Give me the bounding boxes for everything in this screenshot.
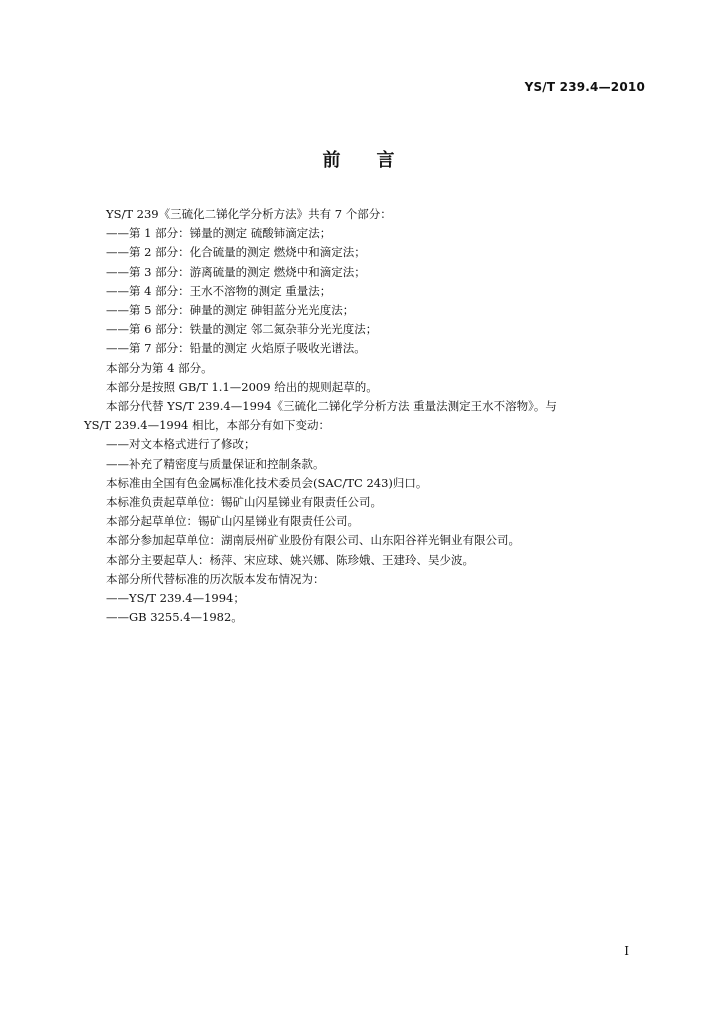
part-list-item: ——第 5 部分：砷量的测定 砷钼蓝分光光度法； xyxy=(106,303,355,318)
foreword-line: 本部分起草单位：锡矿山闪星锑业有限责任公司。 xyxy=(106,514,359,529)
part-list-item: ——第 6 部分：铁量的测定 邻二氮杂菲分光光度法； xyxy=(106,322,378,337)
page-title: 前言 xyxy=(322,150,431,171)
foreword-line: 本部分为第 4 部分。 xyxy=(106,360,213,375)
standard-code: YS/T 239.4—2010 xyxy=(524,80,645,94)
page-number: I xyxy=(624,944,629,958)
foreword-line: 本标准由全国有色金属标准化技术委员会(SAC/TC 243)归口。 xyxy=(106,475,428,490)
change-list-item: ——补充了精密度与质量保证和控制条款。 xyxy=(106,456,325,471)
foreword-line: 本部分代替 YS/T 239.4—1994《三硫化二锑化学分析方法 重量法测定王水不溶物》。与 xyxy=(106,399,557,414)
history-list-item: ——GB 3255.4—1982。 xyxy=(106,610,243,625)
part-list-item: ——第 3 部分：游离硫量的测定 燃烧中和滴定法； xyxy=(106,264,366,279)
foreword-line: 本部分参加起草单位：湖南辰州矿业股份有限公司、山东阳谷祥光铜业有限公司。 xyxy=(106,533,520,548)
history-list-item: ——YS/T 239.4—1994； xyxy=(106,591,245,606)
foreword-line: YS/T 239.4—1994 相比，本部分有如下变动： xyxy=(84,418,331,433)
foreword-line: 本部分是按照 GB/T 1.1—2009 给出的规则起草的。 xyxy=(106,379,378,394)
part-list-item: ——第 7 部分：铅量的测定 火焰原子吸收光谱法。 xyxy=(106,341,366,356)
change-list-item: ——对文本格式进行了修改； xyxy=(106,437,256,452)
part-list-item: ——第 4 部分：王水不溶物的测定 重量法； xyxy=(106,283,332,298)
part-list-item: ——第 2 部分：化合硫量的测定 燃烧中和滴定法； xyxy=(106,245,366,260)
foreword-body xyxy=(84,205,649,627)
part-list-item: ——第 1 部分：锑量的测定 硫酸铈滴定法； xyxy=(106,226,332,241)
foreword-line: 本标准负责起草单位：锡矿山闪星锑业有限责任公司。 xyxy=(106,495,382,510)
foreword-line: 本部分主要起草人：杨萍、宋应球、姚兴娜、陈珍娥、王建玲、吴少波。 xyxy=(106,552,474,567)
foreword-line: 本部分所代替标准的历次版本发布情况为： xyxy=(106,571,325,586)
foreword-line: YS/T 239《三硫化二锑化学分析方法》共有 7 个部分： xyxy=(106,207,392,221)
